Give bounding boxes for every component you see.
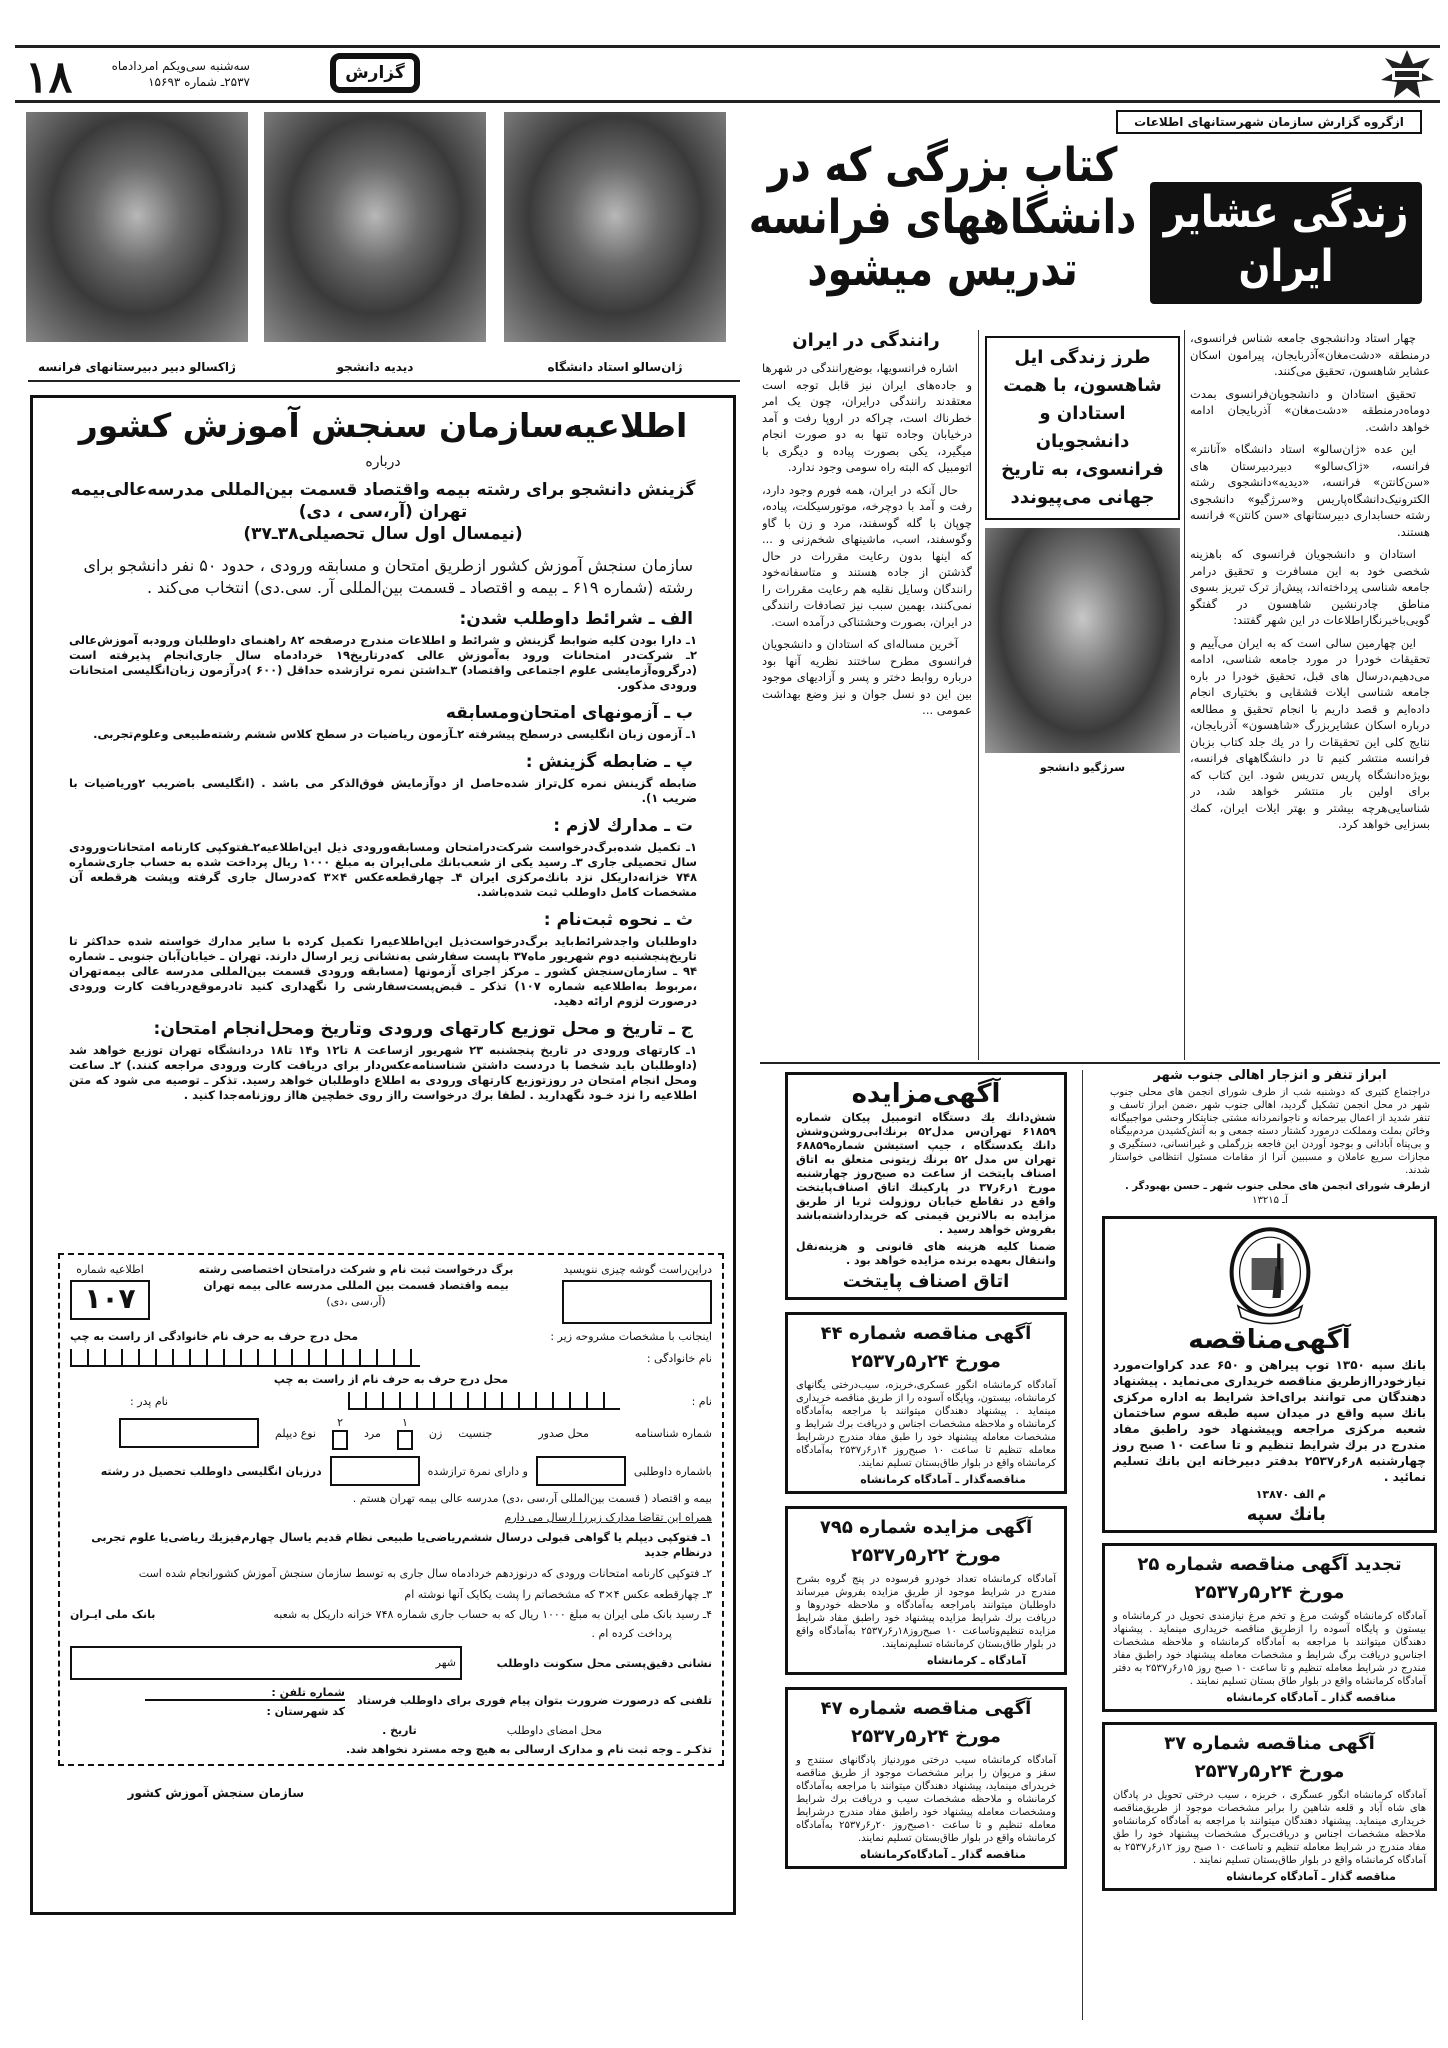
phone-input[interactable]: شماره تلفن :: [145, 1686, 345, 1701]
source-tag: ازگروه گزارش سازمان شهرستانهای اطلاعات: [1116, 110, 1422, 134]
ad-title: آگهی‌مزایده: [851, 1079, 1001, 1109]
ad-text: بانك سپه ۱۳۵۰ توپ پیراهن و ۶۵۰ عدد کراوات‌مورد نیازخودرااز‌طریق مناقصه خریداری می‌نماید . پیشنهاد دهندگان می توانند برای‌اخذ شرایط به اداره مرکزی بانك سپه واقع در میدان سپه طبقه سوم ساختمان شعبه مرکزی مراجعه وپیشنهاد خود راطبق مفاد مندرج در برك شرایط تنظیم و تا ساعت ۱۰ صبح روز چهارشنبه ۸ر۶ر۲۵۳۷ بدفتر دبیرخانه این بانك تسلیم نمائید .: [1113, 1358, 1426, 1484]
form-intro: اینجانب با مشخصات مشروحه زیر :: [550, 1330, 712, 1343]
form-note: تذکـر ـ وجه ثبت نام و مدارک ارسالی به هیچ وجه مسترد نخواهد شد.: [345, 1743, 712, 1756]
ad-tender-37: [1102, 1722, 1437, 1891]
photo-caption: سرژگیو دانشجو: [1039, 761, 1126, 774]
notice-title: ابراز تنفر و انزجار اهالی جنوب شهر: [1153, 1068, 1387, 1083]
ad-tender-25: [1102, 1543, 1437, 1712]
diploma-type-input[interactable]: [119, 1418, 259, 1448]
section-label: گزارش: [330, 53, 420, 93]
ads-right-column: [1100, 1068, 1440, 1891]
ad-signature: مناقصه‌گذار ـ آمادگاه کرمانشاه: [860, 1473, 1026, 1486]
document-4: ۴ـ رسید بانک ملی ایران به مبلغ ۱۰۰۰ ریال که به حساب جاری شماره ۷۴۸ خزانه داریکل به شعبه: [273, 1608, 712, 1621]
name-input[interactable]: [348, 1392, 620, 1410]
issue-date: [80, 58, 250, 90]
issue-place-label: محل صدور: [538, 1426, 589, 1440]
article-left-column: [762, 360, 972, 1060]
gender-label: جنسیت: [458, 1426, 493, 1440]
ad-date: مورخ ۲۴ر۵ر۲۵۳۷: [851, 1351, 1001, 1372]
announcement-subtitle: تهران (آر،سی ، دی): [298, 502, 468, 522]
announcement-subtitle: گزینش دانشجو برای رشته بیمه واقتصاد قسمت بین‌المللی مدرسه‌عالی‌بیمه: [70, 480, 696, 500]
photo-caption: دیدیه دانشجو: [336, 360, 414, 374]
section-title: رانندگی در ایران: [792, 330, 940, 351]
form-title: بیمه واقتصاد قسمت بین المللی مدرسه عالی بیمه تهران: [203, 1279, 509, 1292]
paragraph: حال آنکه در ایران، همه فورم وجود دارد، رفت و آمد با دوچرخه، موتورسیکلت، پیاده، چوپان با گله گوسفند، مرد و زن با گاو وگوسفند، اسب، ماشینهای شخم‌زنی و ... که اینها بدون رعایت مقررات در حال گذشتن از جاده هستند و متاسفانه‌خود رانندگان وسایل نقلیه هم رعایت مقررات را نمی‌کنند، بهمین سبب نیز تصادفات رانندگی در ایران، بصورت وحشتناکی درآمده است.: [762, 482, 972, 629]
ad-signature: مناقصه گذار ـ آمادگاه کرمانشاه: [1226, 1691, 1396, 1704]
newspaper-logo-icon: [1380, 48, 1435, 100]
photo-student-didier: [264, 112, 486, 342]
document-3: ۳ـ چهارقطعه عکس ۴×۳ که مشخصاتم را پشت یکایک آنها نوشته ام: [404, 1588, 712, 1601]
name-label: نام :: [691, 1394, 712, 1408]
ad-date: مورخ ۲۴ر۵ر۲۵۳۷: [1194, 1582, 1345, 1603]
paragraph: اشاره فرانسویها، بوضع‌رانندگی در شهرها و جاده‌های ایران نیز قابل توجه است معتقدند رانندگی درایران، چون یک امر خطرناك است، چراکه در اروپا رفت و آمد درخیابان وجاده تنها به دو صورت انجام میگیرد، یکی بصورت پیاده و دیگری با اتومبیل که البته راه سومی وجود ندارد.: [762, 361, 972, 474]
section-heading: پ ـ ضابطه گزینش :: [525, 752, 693, 772]
ad-date: مورخ ۲۴ر۵ر۲۵۳۷: [1194, 1761, 1345, 1782]
document-2: ۲ـ فتوکپی کارنامه امتحانات ورودی که درنوزدهم خردادماه سال جاری به توسط سازمان سنجش آموزش کشورانجام شده است: [138, 1567, 712, 1580]
article-headline: کتاب بزرگی که در دانشگاههای فرانسه تدریس میشود: [748, 138, 1137, 297]
ad-text: آمادگاه کرمانشاه گوشت مرغ و تخم مرغ نیازمندی تحویل در کرمانشاه و بیستون و پایگاه آسوده را ازطریق مناقصه خریداری مینماید . پیشنهاد دهندگان میتوانند با مراجعه به آمادگاه کرمانشاه و ملاحظه مشخصات اجناس‌و دریافت برگ شرایط و مشخصات معامله پیشنهاد خود راطبق مفاد مندرج در شرایط معامله تنظیم و تا ساعت ۱۰ صبح روز ۱۵ر۶ر۲۵۳۷ به دفتر آمادگاه کرمانشاه واقع در بلوار طاق بستان تسلیم نمایند .: [1113, 1611, 1426, 1687]
city-label: شهر: [435, 1656, 456, 1669]
phone-fields: [145, 1686, 345, 1718]
office-use-box: [562, 1280, 712, 1324]
column-divider: [1184, 330, 1185, 1060]
section-heading: ب ـ آزمونهای امتحان‌ومسابقه: [445, 703, 693, 723]
ad-tender-44: [785, 1312, 1067, 1494]
name-hint: محل درج حرف به حرف نام از راست به چپ: [273, 1373, 509, 1386]
paragraph: آخرین مساله‌ای که استادان و دانشجویان فرانسوی مطرح ساختند نظریه آنها بود درباره روابط دختر و پسر و آزادیهای موجود بین این دو نسل جوان و نیز وضع بهداشت عمومی ...: [762, 637, 972, 717]
article-middle-column: [985, 336, 1180, 774]
section-text: ضابطه گزینش نمره کل‌تراز شده‌حاصل از دوآزمایش فوق‌الذکر می باشد . (انگلیسی باضریب ۲وریاضیات با ضریب ۱).: [69, 776, 697, 805]
ad-footer: بانك سپه: [1246, 1504, 1326, 1525]
male-option: [332, 1416, 348, 1450]
father-name-label: نام پدر :: [130, 1394, 169, 1408]
code-1: ۱: [401, 1416, 408, 1429]
ad-title: تجدید آگهی مناقصه شماره ۲۵: [1137, 1554, 1402, 1575]
surname-hint: محل درج حرف به حرف نام خانوادگی از راست به چپ: [70, 1330, 359, 1343]
photo-serge: [985, 528, 1180, 753]
paragraph: این عده «ژان‌سالو» استاد دانشگاه «آنانتر» فرانسه، «ژاک‌سالو» دبیردبیرستان های «سن‌کانتن» فرانسه، «دیدیه»دانشجوی رشته الکترونیک‌دانشگاه‌پاریس و«سرژگیو» دانشجوی رشته حسابداری دبیرستانهای «سن کانتن» فرانسه هستند.: [1190, 442, 1430, 539]
announcement-signoff: سازمان سنجش آموزش کشور: [127, 1786, 304, 1800]
ad-title: آگهی مناقصه شماره ۴۴: [820, 1323, 1032, 1344]
notice-text: دراجتماع کثیری که دوشنبه شب از طرف شورای انجمن های محلی جنوب شهر در محل انجمن تشکیل گردید، اهالی جنوب شهر ،ضمن ابراز تاسف و تنفر شدید از اعمال بیرحمانه و ناجوانمردانه مشتی جنایتکار وحشی مواجبیگانه وخائن بملت ومملکت درمورد کشتار دسته جمعی و به آتش‌کشیدن مردم‌بیگناه و بی‌پناه آبادانی و بوجود آوردن این فاجعه بزرگملی و غیرانسانی، دستگیری و مجازات سریع عاملان و مسببین آنرا از مقامات مسئول انتظامی خواستار شدند.: [1110, 1087, 1430, 1176]
address-label: نشانی دقیق‌پستی محل سکونت داوطلب: [496, 1656, 712, 1670]
section-heading: الف ـ شرائط داوطلب شدن:: [459, 609, 693, 629]
area-code-label: کد شهرستان :: [266, 1705, 346, 1718]
notice-number: ۱۰۷: [70, 1280, 150, 1320]
divider: [760, 1062, 1440, 1064]
form-title: برگ درخواست ثبت نام و شرکت درامتحان اختصاصی رشته: [198, 1263, 514, 1276]
male-checkbox[interactable]: [332, 1430, 348, 1450]
notice-signature: ازطرف شورای انجمن های محلی جنوب شهر ـ حسن بهبودگر .: [1125, 1181, 1430, 1192]
ads-left-column: [785, 1072, 1067, 1869]
protest-notice: [1100, 1068, 1440, 1206]
paid-line: پرداخت کرده ام .: [591, 1627, 672, 1640]
applicant-number-input[interactable]: [536, 1456, 626, 1486]
paragraph: استادان و دانشجویان فرانسوی که باهزینه شخصی خود به این مسافرت و تحقیق درامر جامعه شناسی پرداخته‌اند، پیش‌از ترک تبریز بسوی مناطق چادرنشین شاهسون در گفتگو گویی‌باخبرنگاراطلاعات در این شهر گفتند:: [1190, 547, 1430, 627]
english-field-label: درزبان انگلیسی داوطلب تحصیل در رشته: [100, 1464, 322, 1478]
article-right-column: [1190, 330, 1430, 1060]
score-input[interactable]: [330, 1456, 420, 1486]
paragraph: این چهارمین سالی است که به ایران می‌آییم و تحقیقات خودرا در مورد جامعه شناسی، ادامه می‌دهیم،درسال های قبل، تحقیق خودرا در باره جامعه شناسی ایلات قشقایی و بختیاری انجام داده‌ایم و قصد داریم با انجام تحقیق و مطالعه درباره اسکان عشایربزرگ «شاهسون» آذربایجان، نتایج کلی این تحقیقات را در یك جلد کتاب بزبان فرانسه منتشر کنیم تا در دانشگاههای فرانسه، بویژه‌دانشگاه پاریس تدریس شود. این کتاب که برای اولین بار منتشر خواهد شد، در شناسایی‌هرچه بیشتر و بهتر ایلات ایران، کمك بسزایی خواهد کرد.: [1190, 635, 1430, 831]
ad-auction-795: [785, 1506, 1067, 1675]
photo-teacher: [26, 112, 248, 342]
section-text: ۱ـ آزمون زبان انگلیسی درسطح پیشرفته ۲ـآزمون ریاضیات در سطح کلاس ششم رشته‌طبیعی وعلوم‌تجربی.: [93, 727, 697, 741]
subhead-box: طرز زندگی ایل شاهسون، با همت استادان و دانشجویان فرانسوی، به تاریخ جهانی می‌پیوندد: [985, 336, 1180, 520]
signature-label: محل امضای داوطلب: [506, 1724, 602, 1737]
no-write-label: دراین‌راست گوشه چیزی ننویسید: [563, 1263, 712, 1276]
ad-footer: اتاق اصناف پايتخت: [842, 1271, 1010, 1292]
ad-text: آمادگاه کرمانشاه سیب درختی موردنیاز پادگانهای سنندج و سقز و مریوان را برابر مشخصات موجود از طریق مناقصه خریدرای مینماید، پیشنهاد دهندگان میتوانند با مراجعه به‌آمادگاه کرمانشاه و ملاحظه مشخصات سیب و دریافت برك شرایط ومشخصات معامله پیشنهاد خود راطبق مفاد مندرج درشرایط معامله تنظیم و تا ساعت ۱۰صبح‌روز ۲۰ر۶ر۲۵۳۷ به‌آمادگاه کرمانشاه واقع در بلوار طاق‌بستان تسلیم نمایند.: [796, 1755, 1056, 1844]
application-form: [58, 1253, 724, 1766]
section-heading: ت ـ مدارك لازم :: [553, 816, 693, 836]
article-kicker: زندگی عشایر ایران: [1163, 187, 1409, 292]
bank-name: بانک ملی ایـران: [70, 1608, 156, 1621]
phone-intro: تلفنی که درصورت ضرورت بتوان پیام فوری برای داوطلب فرستاد: [357, 1694, 712, 1707]
ad-text: ضمنا كليه هزينه های قانونی و هزينه‌نقل وانتقال بعهده برنده مزايده خواهد بود .: [796, 1240, 1056, 1267]
address-input[interactable]: [70, 1646, 462, 1680]
form-title: (آر،سی ،دی): [326, 1295, 386, 1308]
photo-caption: ژاکسالو دبیر دبیرستانهای فرانسه: [38, 360, 236, 374]
field-line: بیمه و اقتصاد ( قسمت بین‌المللی آر،سی ،دی) مدرسه عالی بیمه تهران هستم .: [352, 1492, 712, 1505]
document-1: ۱ـ فتوکپی دیپلم یا گواهی قبولی درسال ششم‌ریاضی‌یا طبیعی نظام قدیم یاسال چهارم‌فیزیك ریاضی‌یا علوم تجربی درنظام جدید: [91, 1531, 712, 1559]
code-2: ۲: [337, 1416, 343, 1429]
date-line-2: ۲۵۳۷ـ شماره ۱۵۶۹۳: [148, 75, 250, 89]
article-headline-area: [745, 140, 1140, 320]
ad-date: مورخ ۲۴ر۵ر۲۵۳۷: [851, 1726, 1001, 1747]
male-label: مرد: [364, 1426, 381, 1440]
female-checkbox[interactable]: [397, 1430, 413, 1450]
ad-bank-sepah-tender: [1102, 1216, 1437, 1533]
surname-label: نام خانوادگی :: [646, 1351, 712, 1365]
photo-professor: [504, 112, 726, 342]
application-form-area: [58, 1253, 724, 1800]
date-label: تاریخ .: [382, 1724, 417, 1737]
section-heading: ج ـ تاریخ و محل توزیع کارتهای ورودی وتاریخ ومحل‌انجام امتحان:: [153, 1019, 693, 1039]
documents-intro: همراه این تقاضا مدارک زیررا ارسال می دارم: [504, 1511, 712, 1524]
female-label: زن: [428, 1426, 443, 1440]
page-number: ۱۸: [25, 52, 73, 103]
surname-input[interactable]: [70, 1349, 420, 1367]
id-number-label: شماره شناسنامه: [634, 1426, 712, 1440]
column-divider: [978, 330, 979, 1060]
section-text: داوطلبان واجدشرائط‌باید برگ‌درخواست‌ذیل این‌اطلاعیه‌را تکمیل کرده با سایر مدارك خواسته شده حداکثر تا تاریخ‌پنجشنبه دوم شهریور ماه۳۷ باپست سفارشی به‌نشانی زیر ارسال دارند. تهران ـ خیابان‌آبان جنوبی ـ شماره ۹۴ ـ سازمان‌سنجش کشور ـ مرکز اجرای آزمونها (مسابقه ورودی قسمت بین‌المللی مدرسه عالی بیمه‌تهران ،مربوط به‌اطلاعیه شماره ۱۰۷) تذکر ـ قبض‌پست‌سفارشی را نگهداری کنید تادرموقع‌دریافت کارت ورودی درصورت لزوم ارائه دهید.: [69, 934, 698, 1008]
ad-text: آمادگاه کرمانشاه تعداد خودرو فرسوده در پنج گروه بشرح مندرج در شرایط موجود از طریق مزایده بفروش میرساند داوطلبان میتوانند بامراجعه به‌آمادگاه و ملاحظه خودروها و دریافت برك شرایط مزایده پیشنهاد خود راطبق مفاد شرایط مزایده تنظیم‌وتاساعت ۱۰ صبح‌روز۱۸ر۶ر۲۵۳۷ به‌آمادگاه واقع در بلوار طاق‌بستان کرمانشاه تسلیم‌نمایند.: [796, 1574, 1056, 1650]
paragraph: تحقیق استادان و دانشجویان‌فرانسوی بمدت دوماه‌درمنطقه «دشت‌مغان» آذربایجان ادامه خواهد داشت.: [1190, 386, 1430, 434]
announcement-intro: سازمان سنجش آموزش کشور ازطریق امتحان و مسابقه ورودی ، حدود ۵۰ نفر دانشجو برای رشته (شماره ۶۱۹ ـ بیمه و اقتصاد ـ قسمت بین‌المللی آر. سی.دی) انتخاب می‌کند .: [83, 556, 693, 597]
ad-title: آگهی مناقصه شماره ۴۷: [820, 1698, 1032, 1719]
ad-text: آمادگاه کرمانشاه انگور عسگری ، خربزه ، سیب درختی تحویل در پادگان های شاه آباد و قلعه شاهین را برابر مشخصات موجود از طریق‌مناقصه خریداری مینماید. پیشنهاد دهندگان میتوانند با مراجعه به آمادگاه کرمانشاه‌و ملاحظه مشخصات اجناس و دریافت‌برگ مشخصات پیشنهاد خود را طق مفاد مندرج در شرایط معامله تنظیم و تاساعت ۱۰ صبح روز ۱۲ر۶ر۲۵۳۷ به آمادگاه کرمانشاه واقع در بلوار طاق‌بستان تسلیم نمایند .: [1113, 1790, 1426, 1866]
ad-title: آگهی مناقصه شماره ۳۷: [1164, 1733, 1375, 1754]
ad-title: آگهی‌مناقصه: [1188, 1325, 1351, 1355]
paragraph: چهار استاد ودانشجوی جامعه شناس فرانسوی، درمنطقه «دشت‌مغان»آذربایجان، پیرامون اسکان عشایر شاهسون، تحقیق می‌کنند.: [1190, 331, 1430, 378]
ad-auction-guild: [785, 1072, 1067, 1300]
ad-text: آمادگاه کرمانشاه انگور عسکری،خربزه، سیب‌درختی یگانهای کرمانشاه، بیستون، وپایگاه آسوده را از طریق مناقصه خریداری مینماید . پیشنهاد دهندگان میتوانند با مراجعه به‌آمادگاه کرمانشاه و ملاحظه مشخصات اجناس و دریافت برك شرایط و مشخصات معامله پیشنهاد خود را طبق مفاد مندرج درشرایط معامله تنظیم تا ساعت ۱۰ صبح‌روز ۱۴ر۶ر۲۵۳۷ به‌آمادگاه کرمانشاه واقع در بلوار طاق‌بستان تسلیم نمایند.: [796, 1380, 1056, 1469]
ad-signature: مناقصه گذار ـ آمادگاه‌کرمانشاه: [860, 1848, 1026, 1861]
section-text: ۱ـ دارا بودن کلیه ضوابط گزینش و شرائط و اطلاعات مندرج درصفحه ۸۲ راهنمای داوطلبان ورودبه آموزش‌عالی ۲ـ شرکت‌در امتحانات ورود به‌آموزش عالی که‌درتاریخ۱۹ خردادماه سال جاری‌انجام پذیرفته است (درگروه‌آزمایشی علوم اجتماعی واقتصاد) ۳ـداشتن نمره ترازشده حداقل (۶۰۰ )درآزمون زبان‌انگلیسی امتحانات ورودی مذکور.: [69, 633, 698, 692]
applicant-number-label: باشماره داوطلبی: [633, 1464, 712, 1478]
ad-tender-47: [785, 1687, 1067, 1869]
bank-sepah-logo-icon: [1225, 1226, 1315, 1326]
photo-caption: ژان‌سالو استاد دانشگاه: [547, 360, 683, 374]
ad-title: آگهی مزایده شماره ۷۹۵: [819, 1517, 1033, 1538]
column-divider: [1082, 1070, 1083, 2020]
score-label: و دارای نمرة ترازشده: [427, 1464, 528, 1478]
ad-signature: آمادگاه ـ کرمانشاه: [927, 1654, 1026, 1667]
ad-text: شش‌دانك يك دستگاه اتومبيل پيكان شماره ۶۱۸۵۹ تهران‌س مدل۵۲ برنك‌ابی‌روشن‌وشش دانك يكدستگاه ، جيپ استيشن شماره۶۸۸۵۹ تهران س مدل ۵۲ برنك زيتونی متعلق به اتاق اصناف پايتخت از ساعت ده صبح‌روز چهارشنبه مورخ ۱ر۶ر۳۷ در پاركينك اتاق اصناف‌پايتخت واقع در تقاطع خيابان روزولت ثريا از طريق مزايده به بالاترين قيمتی كه خريدارداشته‌باشد بفروش خواهد رسيد .: [796, 1111, 1056, 1236]
section-text: ۱ـ کارتهای ورودی در تاریخ پنجشنبه ۲۳ شهریور ازساعت ۸ تا۱۲ و۱۴ تا۱۸ دردانشگاه تهران توزیع خواهد شد (داوطلبان باید شخصا با دردست داشتن شناسنامه‌عکس‌دار برای دریافت کارت ورودی مراجعه کنند.) ۲ـ ساعت ومحل انجام امتحان در روزتوزیع کارتهای ورودی به اطلاع داوطلبان خواهد رسید. تذکر ـ توصیه می شود که متن اطلاعیه را نزد خـود نگهدارید . لطفا برك درخواست رااز روی خطچین هااز روزنامه‌جدا کنید .: [69, 1043, 698, 1102]
article-kicker-box: [1150, 182, 1422, 304]
divider: [28, 380, 740, 382]
female-option: [397, 1416, 413, 1450]
announcement-title: اطلاعیه‌سازمان سنجش آموزش کشور: [78, 406, 688, 445]
section-heading: ث ـ نحوه ثبت‌نام :: [543, 910, 693, 930]
date-line-1: سه‌شنبه سی‌ویکم امردادماه: [111, 59, 250, 73]
diploma-label: نوع دیپلم: [274, 1426, 317, 1440]
notice-code: آـ ۱۳۲۱۵: [1252, 1195, 1288, 1206]
announcement-about: درباره: [365, 454, 401, 470]
ad-date: مورخ ۲۲ر۵ر۲۵۳۷: [851, 1545, 1001, 1566]
notice-label: اطلاعیه شماره: [76, 1263, 144, 1276]
announcement-subtitle: (نیمسال اول سال تحصیلی۳۸ـ۳۷): [243, 524, 523, 544]
section-text: ۱ـ تکمیل شده‌برگ‌درخواست شرکت‌درامتحان ومسابقه‌ورودی ذیل این‌اطلاعیه۲ـفتوکپی کارنامه امتحانات‌ورودی سال تحصیلی جاری ۳ـ رسید یکی از شعب‌بانك ملی‌ایران به مبلغ ۱۰۰۰ ریال پرداخت شده به حساب جاری‌شماره ۷۴۸ خزانه‌داریکل نزد بانك‌مرکزی ایران ۴ـ چهارقطعه‌عکس ۴×۳ که‌درسال جاری گرفته وپشت هرقطعه آن مشخصات کامل داوطلب ثبت شده‌باشد.: [69, 840, 697, 899]
ad-code: م الف ۱۳۸۷۰: [1255, 1488, 1326, 1501]
ad-signature: مناقصه گذار ـ آمادگاه کرمانشاه: [1226, 1870, 1396, 1883]
